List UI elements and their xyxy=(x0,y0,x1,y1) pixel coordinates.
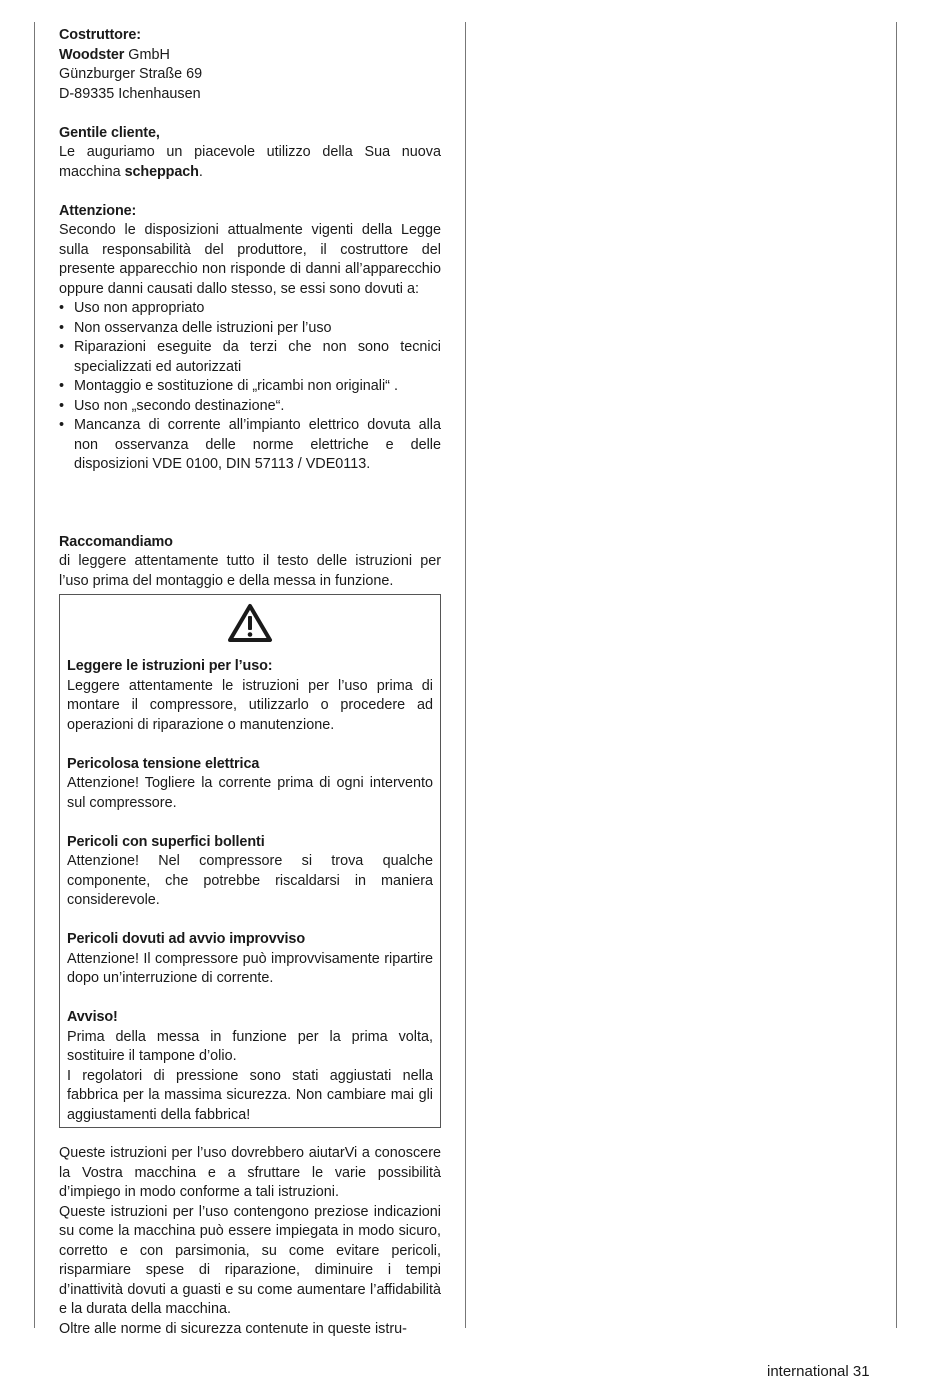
warning-text-notice-2: I regolatori di pressione sono stati aggiustati nella fabbrica per la massima sicurezza. Non cambiare mai gli aggiustamenti della fabbrica! xyxy=(67,1067,433,1123)
attention-heading: Attenzione: xyxy=(59,202,137,219)
manufacturer-block xyxy=(59,26,441,104)
warning-triangle-icon xyxy=(67,603,433,643)
warning-text-read-instructions: Leggere attentamente le istruzioni per l’uso prima di montare il compressore, utilizzarlo o procedere ad operazioni di riparazione o manutenzione. xyxy=(67,677,433,733)
warning-text-sudden-start: Attenzione! Il compressore può improvvisamente ripartire dopo un’interruzione di corrente. xyxy=(67,950,433,986)
greeting-heading: Gentile cliente, xyxy=(59,124,160,141)
warning-heading-sudden-start: Pericoli dovuti ad avvio improvviso xyxy=(67,931,306,947)
list-item: • Mancanza di corrente all’impianto elettrico dovuta alla non osservanza delle norme elettriche e delle disposizioni VDE 0100, DIN 57113 / VDE0113. xyxy=(59,416,441,475)
recommend-text: di leggere attentamente tutto il testo delle istruzioni per l’uso prima del montaggio e della messa in funzione. xyxy=(59,553,441,589)
greeting-text-start: Le auguriamo un piacevole utilizzo della Sua nuova macchina xyxy=(59,144,441,180)
warning-heading-notice: Avviso! xyxy=(67,1009,118,1025)
company-name: Woodster xyxy=(59,46,125,63)
column-divider-rule xyxy=(465,22,466,1328)
manufacturer-heading: Costruttore: xyxy=(59,27,141,43)
manufacturer-street: Günzburger Straße 69 xyxy=(59,66,203,82)
page-footer: international 31 xyxy=(767,1363,870,1380)
closing-block xyxy=(59,1144,441,1339)
list-item: • Montaggio e sostituzione di „ricambi non originali“ . xyxy=(59,377,441,397)
safety-warning-box xyxy=(59,594,441,1128)
manufacturer-company xyxy=(59,46,441,66)
attention-text: Secondo le disposizioni attualmente vigenti della Legge sulla responsabilità del produttore, il costruttore del presente apparecchio non risponde di danni all’apparecchio oppure danni causati dallo stesso, se essi sono dovuti a: xyxy=(59,222,441,297)
liability-exclusion-list xyxy=(59,299,441,475)
warning-text-hot-surfaces: Attenzione! Nel compressore si trova qualche componente, che potrebbe riscaldarsi in maniera considerevole. xyxy=(67,853,433,908)
closing-paragraph-1: Queste istruzioni per l’uso dovrebbero aiutarVi a conoscere la Vostra macchina e a sfruttare le varie possibilità d’impiego in modo conforme a tali istruzioni. xyxy=(59,1145,441,1200)
closing-paragraph-3: Oltre alle norme di sicurezza contenute in queste istru- xyxy=(59,1320,407,1337)
warning-text-electric-voltage: Attenzione! Togliere la corrente prima di ogni intervento sul compressore. xyxy=(67,775,433,811)
right-margin-rule xyxy=(896,22,897,1328)
recommend-heading: Raccomandiamo xyxy=(59,533,173,550)
left-column xyxy=(59,26,441,1339)
greeting-block xyxy=(59,124,441,183)
greeting-text-end: . xyxy=(198,163,203,180)
attention-block xyxy=(59,202,441,475)
list-item: • Non osservanza delle istruzioni per l’uso xyxy=(59,319,441,339)
warning-text-notice: Prima della messa in funzione per la prima volta, sostituire il tampone d’olio. xyxy=(67,1028,433,1064)
greeting-text xyxy=(59,143,441,182)
manufacturer-city: D-89335 Ichenhausen xyxy=(59,85,201,102)
list-item: • Uso non „secondo destinazione“. xyxy=(59,397,441,417)
brand-name: scheppach xyxy=(124,163,199,180)
recommend-block xyxy=(59,533,441,592)
warning-heading-read-instructions: Leggere le istruzioni per l’uso: xyxy=(67,658,273,674)
company-suffix: GmbH xyxy=(124,46,170,63)
left-margin-rule xyxy=(34,22,35,1328)
list-item: • Uso non appropriato xyxy=(59,299,441,319)
closing-paragraph-2: Queste istruzioni per l’uso contengono preziose indicazioni su come la macchina può essere impiegata in modo sicuro, corretto e con parsimonia, su come evitare pericoli, risparmiare spese di riparazione, diminuire i tempi d’inattività dovuti a guasti e su come aumentare l’affidabilità e la durata della macchina. xyxy=(59,1203,441,1317)
warning-heading-electric-voltage: Pericolosa tensione elettrica xyxy=(67,755,260,772)
list-item: • Riparazioni eseguite da terzi che non sono tecnici specializzati ed autorizzati xyxy=(59,338,441,377)
warning-heading-hot-surfaces: Pericoli con superfici bollenti xyxy=(67,833,265,850)
